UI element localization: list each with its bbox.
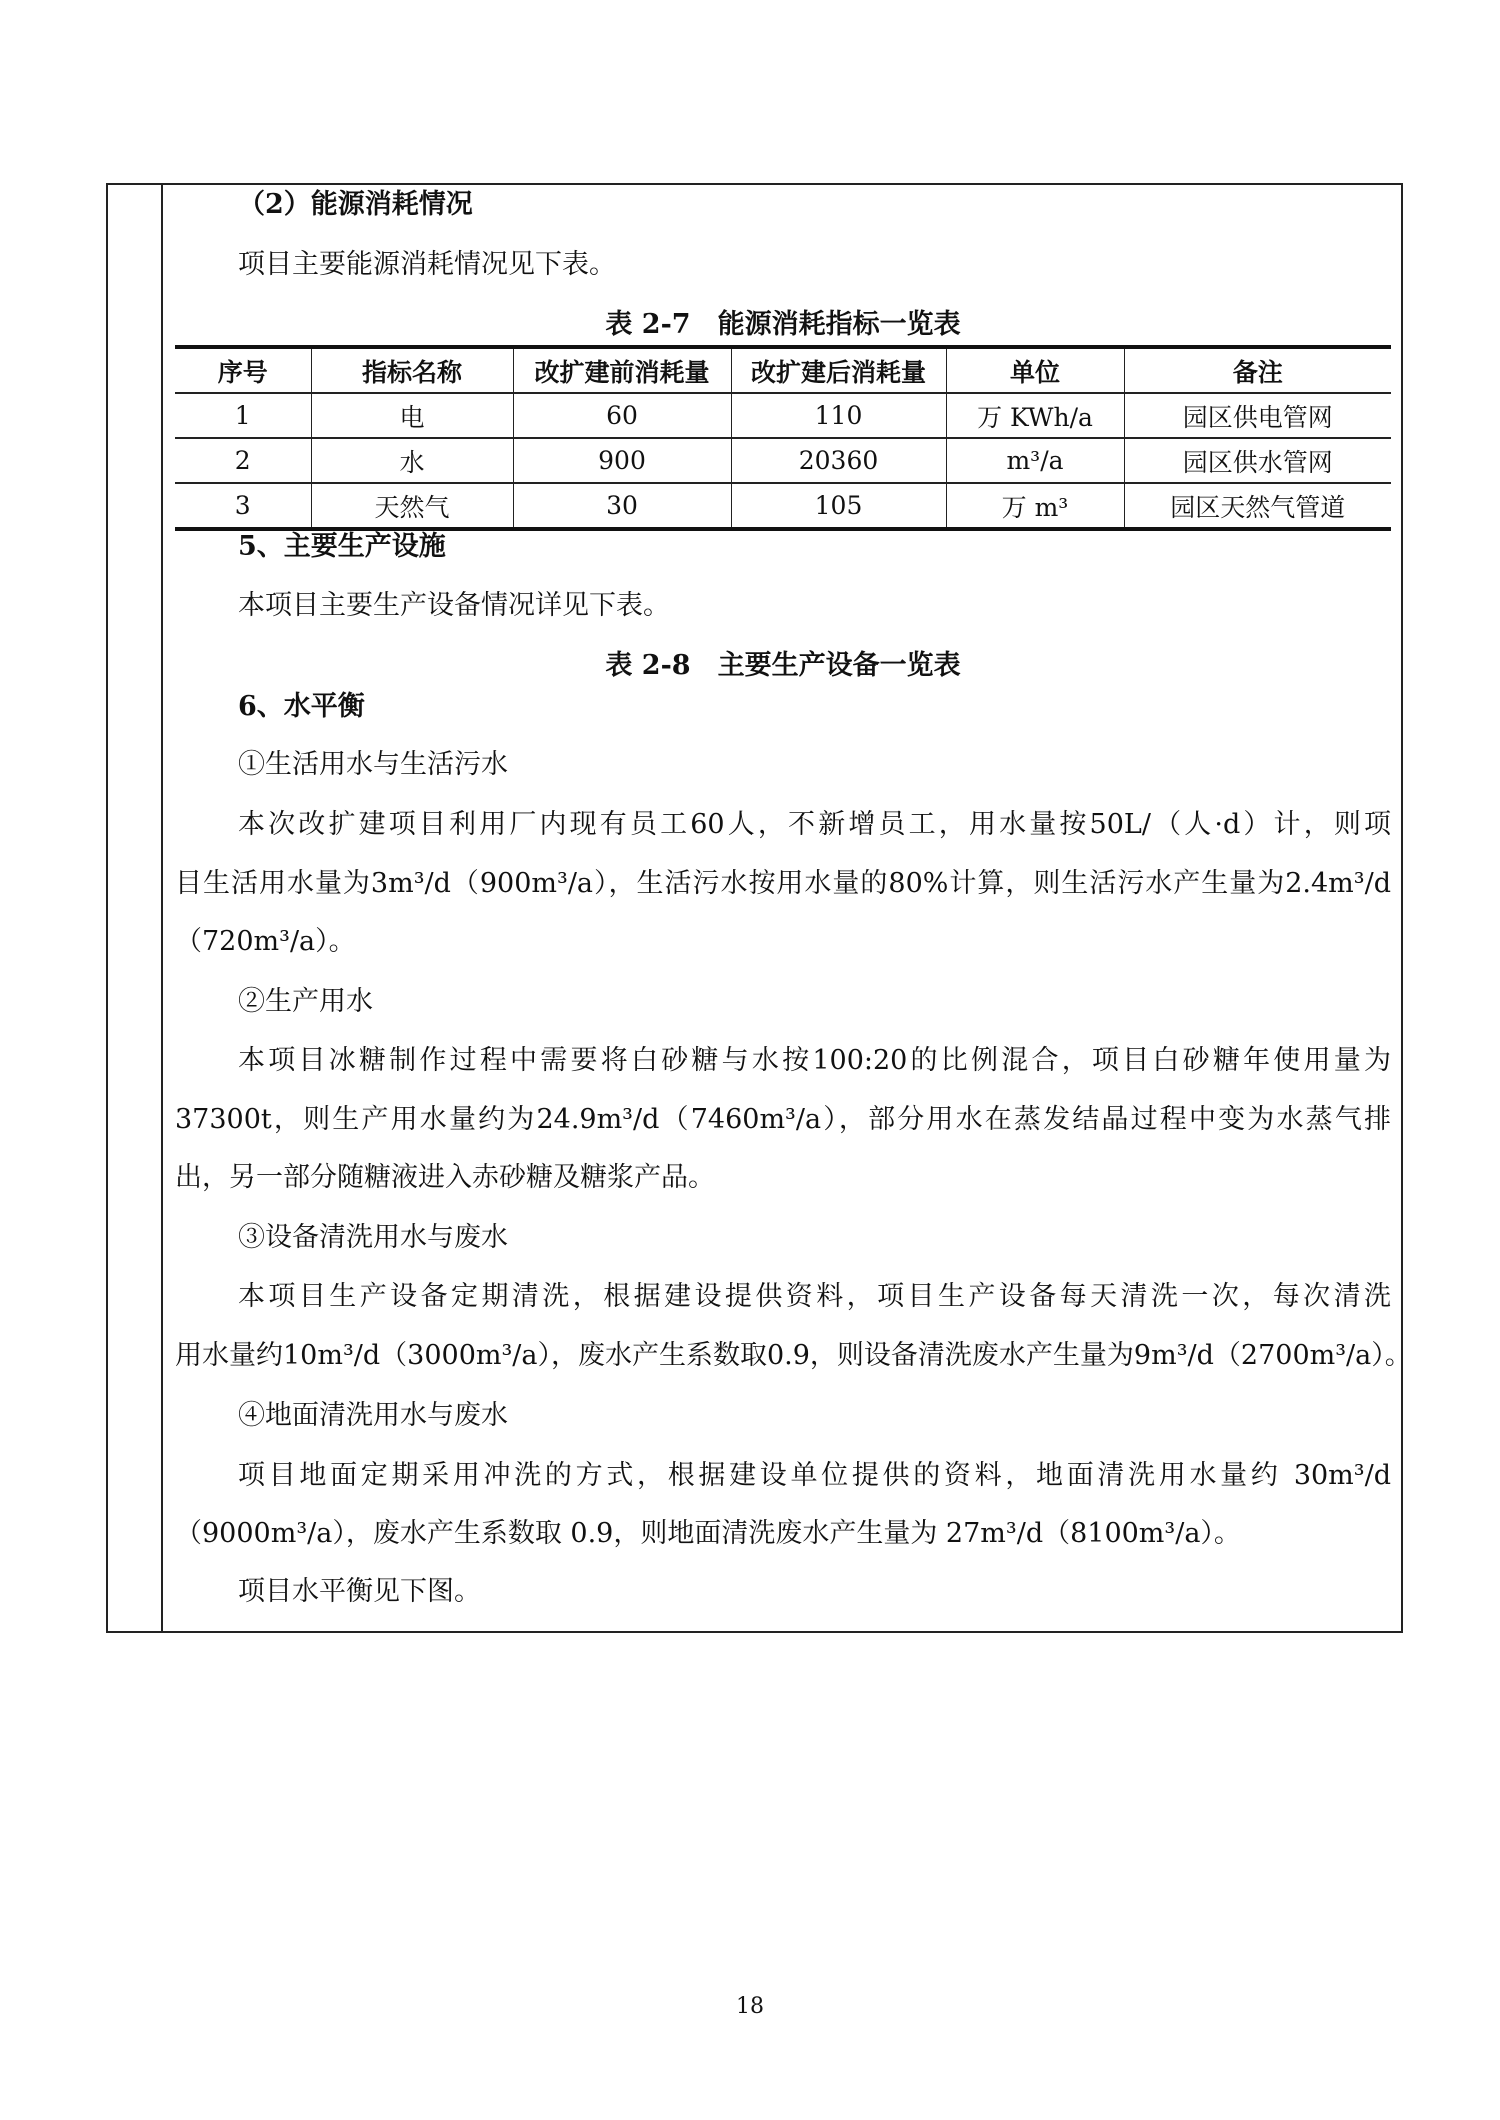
energy-heading: （2）能源消耗情况 xyxy=(238,189,473,220)
paragraph-line: 本项目冰糖制作过程中需要将白砂糖与水按100:20的比例混合，项目白砂糖年使用量为 xyxy=(238,1045,1391,1076)
table-cell: 万 m³ xyxy=(946,483,1124,529)
table-cell: 110 xyxy=(731,393,946,438)
table-cell: 2 xyxy=(175,438,311,483)
energy-intro: 项目主要能源消耗情况见下表。 xyxy=(238,249,616,280)
paragraph-line: 本项目生产设备定期清洗，根据建设提供资料，项目生产设备每天清洗一次，每次清洗 xyxy=(238,1281,1391,1312)
subheading-equipment-cleaning: ③设备清洗用水与废水 xyxy=(238,1222,508,1253)
table-cell: 105 xyxy=(731,483,946,529)
paragraph-line: 项目地面定期采用冲洗的方式，根据建设单位提供的资料，地面清洗用水量约 30m³/d xyxy=(238,1460,1391,1491)
energy-table xyxy=(175,345,1391,531)
table-cell: 1 xyxy=(175,393,311,438)
table-cell: 园区供水管网 xyxy=(1124,438,1391,483)
table-cell: 园区天然气管道 xyxy=(1124,483,1391,529)
table-cell: m³/a xyxy=(946,438,1124,483)
table-cell: 园区供电管网 xyxy=(1124,393,1391,438)
page-number: 18 xyxy=(736,1994,764,2019)
paragraph-line: 目生活用水量为3m³/d（900m³/a），生活污水按用水量的80%计算，则生活污水产生量为2.4m³/d xyxy=(175,868,1391,899)
paragraph-line: 本次改扩建项目利用厂内现有员工60人，不新增员工，用水量按50L/（人·d）计，则项 xyxy=(238,809,1391,840)
table-row xyxy=(175,483,1391,529)
header-cell: 改扩建后消耗量 xyxy=(731,347,946,393)
header-cell: 备注 xyxy=(1124,347,1391,393)
subheading-production-water: ②生产用水 xyxy=(238,986,373,1017)
header-cell: 单位 xyxy=(946,347,1124,393)
table-row xyxy=(175,393,1391,438)
paragraph-line: 用水量约10m³/d（3000m³/a），废水产生系数取0.9，则设备清洗废水产生量为9m³/d（2700m³/a）。 xyxy=(175,1340,1412,1371)
column-divider xyxy=(161,183,163,1633)
table-cell: 电 xyxy=(311,393,513,438)
table-cell: 水 xyxy=(311,438,513,483)
table-cell: 30 xyxy=(513,483,731,529)
subheading-domestic-water: ①生活用水与生活污水 xyxy=(238,749,508,780)
paragraph-line: 37300t，则生产用水量约为24.9m³/d（7460m³/a），部分用水在蒸发结晶过程中变为水蒸气排 xyxy=(175,1104,1391,1135)
table-cell: 3 xyxy=(175,483,311,529)
table-cell: 天然气 xyxy=(311,483,513,529)
paragraph-line: 出，另一部分随糖液进入赤砂糖及糖浆产品。 xyxy=(175,1162,715,1193)
header-cell: 改扩建前消耗量 xyxy=(513,347,731,393)
paragraph-line: （9000m³/a），废水产生系数取 0.9，则地面清洗废水产生量为 27m³/d（8100m³/a）。 xyxy=(175,1518,1241,1549)
table-row xyxy=(175,438,1391,483)
header-cell: 序号 xyxy=(175,347,311,393)
facilities-heading: 5、主要生产设施 xyxy=(238,531,446,562)
table-cell: 900 xyxy=(513,438,731,483)
table-header-row xyxy=(175,347,1391,393)
table-cell: 60 xyxy=(513,393,731,438)
subheading-floor-cleaning: ④地面清洗用水与废水 xyxy=(238,1400,508,1431)
facilities-intro: 本项目主要生产设备情况详见下表。 xyxy=(238,590,670,621)
table-cell: 20360 xyxy=(731,438,946,483)
header-cell: 指标名称 xyxy=(311,347,513,393)
table-2-7-title: 表 2-7 能源消耗指标一览表 xyxy=(605,309,961,340)
paragraph-line: （720m³/a）。 xyxy=(175,926,356,957)
table-2-8-title: 表 2-8 主要生产设备一览表 xyxy=(605,650,961,681)
water-balance-heading: 6、水平衡 xyxy=(238,691,365,722)
water-balance-closing: 项目水平衡见下图。 xyxy=(238,1576,481,1607)
table-cell: 万 KWh/a xyxy=(946,393,1124,438)
